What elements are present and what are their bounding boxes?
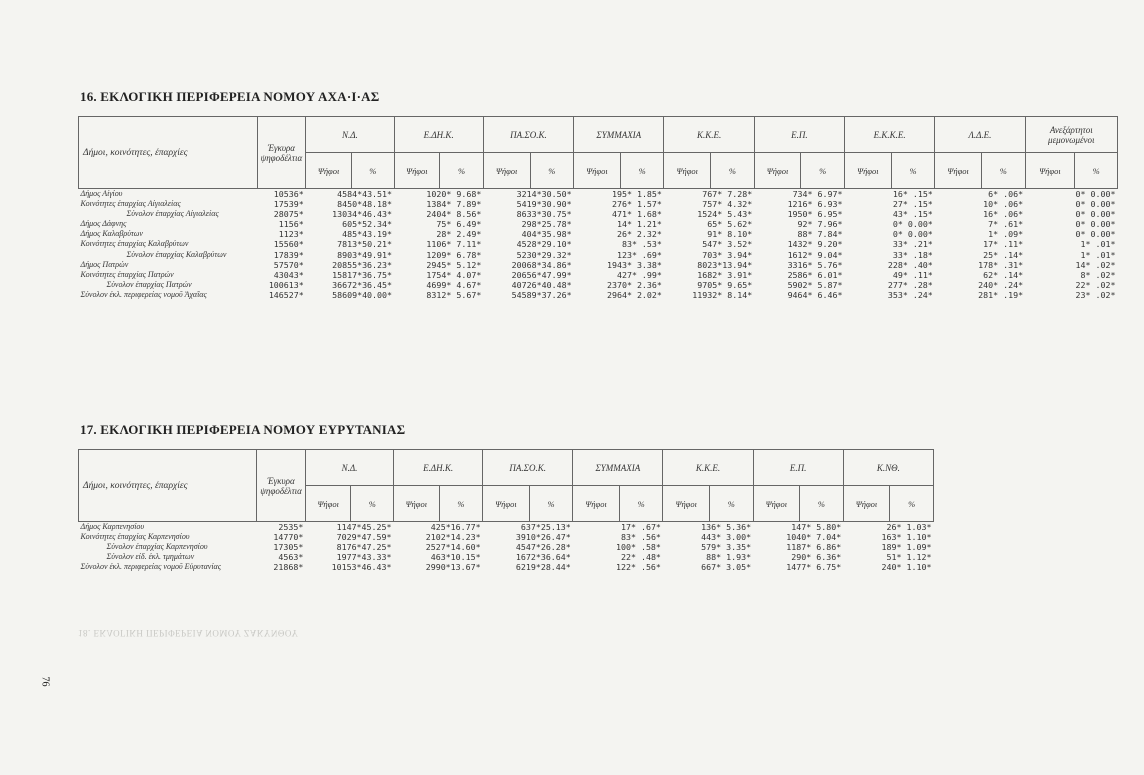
valid-ballots-cell: 28075* bbox=[273, 209, 304, 220]
votes-subheader: Ψήφοι bbox=[483, 153, 530, 189]
party-result-cell: 1672*36.64* bbox=[515, 552, 571, 563]
party-result-cell: 51* 1.12* bbox=[886, 552, 932, 563]
party-result-cell: 1754* 4.07* bbox=[426, 269, 482, 280]
table-row bbox=[79, 219, 1118, 229]
party-result-cell: 1384* 7.89* bbox=[426, 199, 482, 210]
row-label: Δήμος Πατρών bbox=[80, 259, 129, 269]
party-result-cell: 6* .06* bbox=[988, 189, 1024, 199]
party-result-cell: 4528*29.10* bbox=[516, 239, 572, 250]
party-result-cell: 579* 3.35* bbox=[701, 542, 752, 553]
party-result-cell: 26* 2.32* bbox=[616, 229, 662, 240]
party-result-cell: 5419*30.90* bbox=[516, 199, 572, 210]
table-row bbox=[79, 209, 1118, 219]
row-label: Κοινότητες έπαρχίας Πατρών bbox=[80, 269, 174, 279]
party-header: Ε.Κ.Κ.Ε. bbox=[845, 117, 935, 153]
valid-ballots-cell: 17839* bbox=[273, 249, 304, 260]
party-result-cell: 0* 0.00* bbox=[1075, 189, 1116, 199]
party-result-cell: 298*25.78* bbox=[521, 219, 572, 230]
party-result-cell: 136* 5.36* bbox=[701, 522, 752, 532]
party-result-cell: 7813*50.21* bbox=[337, 239, 393, 250]
row-label: Σύνολον έκλ. περιφερείας νομοῦ Ἀχαΐας bbox=[80, 289, 207, 299]
row-label: Σύνολον έπαρχίας Καρπενησίου bbox=[106, 542, 208, 552]
party-result-cell: 425*16.77* bbox=[430, 522, 481, 532]
party-result-cell: 9464* 6.46* bbox=[787, 289, 843, 300]
valid-ballots-cell: 2535* bbox=[278, 522, 304, 532]
table-row bbox=[79, 250, 1118, 260]
table-row bbox=[79, 270, 1118, 280]
valid-ballots-cell: 100613* bbox=[268, 279, 304, 290]
party-result-cell: 13034*46.43* bbox=[332, 209, 393, 220]
party-result-cell: 40726*40.48* bbox=[511, 279, 572, 290]
party-result-cell: 277* .28* bbox=[887, 279, 933, 290]
party-result-cell: 1040* 7.04* bbox=[786, 532, 842, 543]
valid-ballots-cell: 1123* bbox=[278, 229, 304, 240]
party-result-cell: 8450*48.18* bbox=[337, 199, 393, 210]
party-result-cell: 178* .31* bbox=[978, 259, 1024, 270]
percent-subheader: % bbox=[530, 153, 574, 189]
party-result-cell: 20656*47.99* bbox=[511, 269, 572, 280]
party-result-cell: 5230*29.32* bbox=[516, 249, 572, 260]
party-result-cell: 2586* 6.01* bbox=[787, 269, 843, 280]
party-result-cell: 427* .99* bbox=[616, 269, 662, 280]
party-result-cell: 4584*43.51* bbox=[337, 189, 393, 199]
party-header: ΠΑ.ΣΟ.Κ. bbox=[483, 450, 573, 486]
party-result-cell: 62* .14* bbox=[983, 269, 1024, 280]
party-result-cell: 22* .02* bbox=[1075, 279, 1116, 290]
party-result-cell: 15817*36.75* bbox=[332, 269, 393, 280]
party-result-cell: 2404* 8.56* bbox=[426, 209, 482, 220]
percent-subheader: % bbox=[800, 486, 844, 522]
party-result-cell: 1682* 3.91* bbox=[697, 269, 753, 280]
party-result-cell: 10* .06* bbox=[983, 199, 1024, 210]
party-result-cell: 2370* 2.36* bbox=[606, 279, 662, 290]
party-result-cell: 1943* 3.38* bbox=[606, 259, 662, 270]
party-result-cell: 28* 2.49* bbox=[436, 229, 482, 240]
table-row bbox=[79, 552, 934, 562]
party-result-cell: 36672*36.45* bbox=[332, 279, 393, 290]
party-header: Λ.Δ.Ε. bbox=[935, 117, 1025, 153]
party-result-cell: 83* .56* bbox=[620, 532, 661, 543]
votes-subheader: Ψήφοι bbox=[483, 486, 530, 522]
row-label: Κοινότητες έπαρχίας Καλαβρύτων bbox=[80, 239, 189, 249]
party-result-cell: 83* .53* bbox=[621, 239, 662, 250]
party-result-cell: 1187* 6.86* bbox=[786, 542, 842, 553]
party-result-cell: 228* .40* bbox=[887, 259, 933, 270]
bleed-through-text: 18. ΕΚΛΟΓΙΚΗ ΠΕΡΙΦΕΡΕΙΑ ΝΟΜΟΥ ΖΑΚΥΝΘΟΥ bbox=[78, 628, 299, 638]
percent-subheader: % bbox=[351, 153, 394, 189]
header-valid-ballots: Έγκυρα ψηφοδέλτια bbox=[257, 117, 306, 189]
party-result-cell: 471* 1.68* bbox=[611, 209, 662, 220]
party-result-cell: 100* .58* bbox=[615, 542, 661, 553]
party-result-cell: 2964* 2.02* bbox=[606, 289, 662, 300]
party-result-cell: 26* 1.03* bbox=[886, 522, 932, 532]
row-label: Σύνολον έπαρχίας Καλαβρύτων bbox=[126, 249, 227, 259]
party-header: ΣΥΜΜΑΧΙΑ bbox=[574, 117, 664, 153]
party-result-cell: 1977*43.33* bbox=[336, 552, 392, 563]
party-result-cell: 605*52.34* bbox=[342, 219, 393, 230]
table-row bbox=[79, 229, 1118, 239]
votes-subheader: Ψήφοι bbox=[305, 486, 351, 522]
table-row bbox=[79, 522, 934, 533]
votes-subheader: Ψήφοι bbox=[754, 153, 801, 189]
party-result-cell: 4699* 4.67* bbox=[426, 279, 482, 290]
party-result-cell: 281* .19* bbox=[978, 289, 1024, 300]
valid-ballots-cell: 15560* bbox=[273, 239, 304, 250]
table-row bbox=[79, 260, 1118, 270]
party-result-cell: 1106* 7.11* bbox=[426, 239, 482, 250]
party-header: Ν.Δ. bbox=[305, 450, 393, 486]
party-result-cell: 92* 7.96* bbox=[797, 219, 843, 230]
party-result-cell: 17* .67* bbox=[620, 522, 661, 532]
party-result-cell: 23* .02* bbox=[1075, 289, 1116, 300]
party-header: Κ.Κ.Ε. bbox=[663, 450, 753, 486]
votes-subheader: Ψήφοι bbox=[845, 153, 892, 189]
party-result-cell: 33* .18* bbox=[892, 249, 933, 260]
votes-subheader: Ψήφοι bbox=[935, 153, 982, 189]
party-result-cell: 7* .61* bbox=[988, 219, 1024, 230]
party-result-cell: 16* .06* bbox=[983, 209, 1024, 220]
party-result-cell: 1477* 6.75* bbox=[786, 562, 842, 573]
percent-subheader: % bbox=[891, 153, 935, 189]
party-result-cell: 1* .01* bbox=[1080, 239, 1116, 250]
section16-title: 16. ΕΚΛΟΓΙΚΗ ΠΕΡΙΦΕΡΕΙΑ ΝΟΜΟΥ ΑΧΑ·Ι·ΑΣ bbox=[80, 89, 380, 104]
party-result-cell: 147* 5.80* bbox=[791, 522, 842, 532]
percent-subheader: % bbox=[440, 153, 484, 189]
table-row bbox=[79, 189, 1118, 200]
party-result-cell: 767* 7.28* bbox=[702, 189, 753, 199]
party-result-cell: 8023*13.94* bbox=[697, 259, 753, 270]
party-result-cell: 0* 0.00* bbox=[1075, 209, 1116, 220]
table-row bbox=[79, 239, 1118, 249]
party-result-cell: 0* 0.00* bbox=[1075, 219, 1116, 230]
party-result-cell: 75* 6.49* bbox=[436, 219, 482, 230]
party-result-cell: 3910*26.47* bbox=[515, 532, 571, 543]
party-result-cell: 8* .02* bbox=[1080, 269, 1116, 280]
section17-table bbox=[78, 449, 934, 572]
page-number: 76 bbox=[39, 676, 51, 687]
votes-subheader: Ψήφοι bbox=[394, 153, 440, 189]
party-result-cell: 1147*45.25* bbox=[336, 522, 392, 532]
party-result-cell: 6219*28.44* bbox=[515, 562, 571, 573]
party-result-cell: 58609*40.00* bbox=[332, 289, 393, 300]
party-result-cell: 2945* 5.12* bbox=[426, 259, 482, 270]
party-result-cell: 20068*34.86* bbox=[511, 259, 572, 270]
votes-subheader: Ψήφοι bbox=[664, 153, 711, 189]
party-result-cell: 1* .01* bbox=[1080, 249, 1116, 260]
party-header: ΣΥΜΜΑΧΙΑ bbox=[573, 450, 663, 486]
votes-subheader: Ψήφοι bbox=[573, 486, 620, 522]
table-row bbox=[79, 562, 934, 572]
party-result-cell: 189* 1.09* bbox=[881, 542, 932, 553]
party-result-cell: 276* 1.57* bbox=[611, 199, 662, 210]
party-result-cell: 0* 0.00* bbox=[1075, 229, 1116, 240]
party-result-cell: 22* .48* bbox=[620, 552, 661, 563]
votes-subheader: Ψήφοι bbox=[574, 153, 621, 189]
row-label: Σύνολον έπαρχίας Πατρών bbox=[106, 279, 192, 289]
percent-subheader: % bbox=[981, 153, 1025, 189]
valid-ballots-cell: 17539* bbox=[273, 199, 304, 210]
party-result-cell: 637*25.13* bbox=[520, 522, 571, 532]
party-result-cell: 3316* 5.76* bbox=[787, 259, 843, 270]
votes-subheader: Ψήφοι bbox=[753, 486, 800, 522]
party-result-cell: 88* 7.84* bbox=[797, 229, 843, 240]
party-result-cell: 547* 3.52* bbox=[702, 239, 753, 250]
party-result-cell: 10153*46.43* bbox=[331, 562, 392, 573]
party-result-cell: 443* 3.00* bbox=[701, 532, 752, 543]
row-label: Δήμος Καλαβρύτων bbox=[80, 229, 143, 239]
row-label: Δήμος Δάφνης bbox=[80, 219, 127, 229]
percent-subheader: % bbox=[620, 153, 664, 189]
party-header: ΠΑ.ΣΟ.Κ. bbox=[483, 117, 573, 153]
valid-ballots-cell: 17305* bbox=[273, 542, 304, 553]
row-label: Κοινότητες έπαρχίας Καρπενησίου bbox=[80, 532, 190, 542]
row-label: Δήμος Αίγίου bbox=[80, 189, 123, 198]
party-result-cell: 123* .69* bbox=[616, 249, 662, 260]
party-result-cell: 0* 0.00* bbox=[892, 229, 933, 240]
percent-subheader: % bbox=[529, 486, 573, 522]
party-result-cell: 2527*14.60* bbox=[425, 542, 481, 553]
header-municipalities: Δήμοι, κοινότητες, έπαρχίες bbox=[79, 117, 258, 189]
valid-ballots-cell: 57570* bbox=[273, 259, 304, 270]
party-result-cell: 1020* 9.68* bbox=[426, 189, 482, 199]
party-result-cell: 1950* 6.95* bbox=[787, 209, 843, 220]
party-result-cell: 14* 1.21* bbox=[616, 219, 662, 230]
party-result-cell: 33* .21* bbox=[892, 239, 933, 250]
percent-subheader: % bbox=[710, 486, 754, 522]
party-header: Ε.Π. bbox=[753, 450, 843, 486]
row-label: Σύνολον είδ. έκλ. τμημάτων bbox=[106, 552, 195, 562]
party-result-cell: 16* .15* bbox=[892, 189, 933, 199]
party-header: Ν.Δ. bbox=[306, 117, 394, 153]
votes-subheader: Ψήφοι bbox=[1025, 153, 1075, 189]
table-row bbox=[79, 542, 934, 552]
party-result-cell: 8312* 5.67* bbox=[426, 289, 482, 300]
valid-ballots-cell: 1156* bbox=[278, 219, 304, 230]
party-result-cell: 404*35.98* bbox=[521, 229, 572, 240]
header-municipalities: Δήμοι, κοινότητες, έπαρχίες bbox=[79, 450, 257, 522]
party-result-cell: 8903*49.91* bbox=[337, 249, 393, 260]
percent-subheader: % bbox=[890, 486, 934, 522]
party-result-cell: 0* 0.00* bbox=[892, 219, 933, 230]
row-label: Σύνολον έκλ. περιφερείας νομοῦ Εὐρυτανίας bbox=[80, 562, 221, 572]
party-result-cell: 240* 1.10* bbox=[881, 562, 932, 573]
votes-subheader: Ψήφοι bbox=[394, 486, 440, 522]
valid-ballots-cell: 43043* bbox=[273, 269, 304, 280]
party-result-cell: 2990*13.67* bbox=[425, 562, 481, 573]
party-result-cell: 122* .56* bbox=[615, 562, 661, 573]
party-result-cell: 49* .11* bbox=[892, 269, 933, 280]
votes-subheader: Ψήφοι bbox=[663, 486, 710, 522]
party-result-cell: 54589*37.26* bbox=[511, 289, 572, 300]
party-result-cell: 290* 6.36* bbox=[791, 552, 842, 563]
party-result-cell: 17* .11* bbox=[983, 239, 1024, 250]
party-result-cell: 463*10.15* bbox=[430, 552, 481, 563]
party-result-cell: 1216* 6.93* bbox=[787, 199, 843, 210]
party-result-cell: 43* .15* bbox=[892, 209, 933, 220]
party-result-cell: 27* .15* bbox=[892, 199, 933, 210]
party-result-cell: 1524* 5.43* bbox=[697, 209, 753, 220]
party-result-cell: 485*43.19* bbox=[342, 229, 393, 240]
party-result-cell: 703* 3.94* bbox=[702, 249, 753, 260]
party-result-cell: 5902* 5.87* bbox=[787, 279, 843, 290]
party-result-cell: 2102*14.23* bbox=[425, 532, 481, 543]
party-result-cell: 1* .09* bbox=[988, 229, 1024, 240]
party-result-cell: 9705* 9.65* bbox=[697, 279, 753, 290]
party-header: Κ.Κ.Ε. bbox=[664, 117, 754, 153]
party-result-cell: 25* .14* bbox=[983, 249, 1024, 260]
party-result-cell: 8633*30.75* bbox=[516, 209, 572, 220]
party-result-cell: 353* .24* bbox=[887, 289, 933, 300]
valid-ballots-cell: 14770* bbox=[273, 532, 304, 543]
party-header: Ε.Π. bbox=[754, 117, 844, 153]
table-row bbox=[79, 199, 1118, 209]
party-result-cell: 11932* 8.14* bbox=[692, 289, 753, 300]
percent-subheader: % bbox=[619, 486, 663, 522]
party-result-cell: 1432* 9.20* bbox=[787, 239, 843, 250]
valid-ballots-cell: 146527* bbox=[268, 289, 304, 300]
party-header: Κ.ΝΘ. bbox=[843, 450, 933, 486]
percent-subheader: % bbox=[711, 153, 755, 189]
party-result-cell: 1209* 6.78* bbox=[426, 249, 482, 260]
party-result-cell: 4547*26.28* bbox=[515, 542, 571, 553]
row-label: Σύνολον έπαρχίας Αίγιαλείας bbox=[126, 209, 219, 219]
party-result-cell: 8176*47.25* bbox=[336, 542, 392, 553]
percent-subheader: % bbox=[801, 153, 845, 189]
header-valid-ballots: Έγκυρα ψηφοδέλτια bbox=[257, 450, 306, 522]
party-result-cell: 91* 8.10* bbox=[707, 229, 753, 240]
table-row bbox=[79, 532, 934, 542]
party-result-cell: 195* 1.85* bbox=[611, 189, 662, 199]
valid-ballots-cell: 4563* bbox=[278, 552, 304, 563]
party-result-cell: 20855*36.23* bbox=[332, 259, 393, 270]
party-result-cell: 65* 5.62* bbox=[707, 219, 753, 230]
valid-ballots-cell: 21868* bbox=[273, 562, 304, 573]
party-header: Ε.ΔΗ.Κ. bbox=[394, 117, 483, 153]
party-result-cell: 1612* 9.04* bbox=[787, 249, 843, 260]
section17-title: 17. ΕΚΛΟΓΙΚΗ ΠΕΡΙΦΕΡΕΙΑ ΝΟΜΟΥ ΕΥΡΥΤΑΝΙΑΣ bbox=[80, 422, 406, 437]
table-row bbox=[79, 280, 1118, 290]
party-result-cell: 14* .02* bbox=[1075, 259, 1116, 270]
party-header: Ανεξάρτητοι μεμονωμένοι bbox=[1025, 117, 1117, 153]
table-row bbox=[79, 290, 1118, 300]
valid-ballots-cell: 10536* bbox=[273, 189, 304, 199]
party-result-cell: 88* 1.93* bbox=[706, 552, 752, 563]
party-result-cell: 734* 6.97* bbox=[792, 189, 843, 199]
party-result-cell: 0* 0.00* bbox=[1075, 199, 1116, 210]
party-result-cell: 3214*30.50* bbox=[516, 189, 572, 199]
percent-subheader: % bbox=[439, 486, 483, 522]
section16-table bbox=[78, 116, 1118, 300]
party-header: Ε.ΔΗ.Κ. bbox=[394, 450, 483, 486]
party-result-cell: 240* .24* bbox=[978, 279, 1024, 290]
party-result-cell: 667* 3.05* bbox=[701, 562, 752, 573]
row-label: Δήμος Καρπενησίου bbox=[80, 522, 145, 531]
percent-subheader: % bbox=[1075, 153, 1118, 189]
votes-subheader: Ψήφοι bbox=[843, 486, 890, 522]
percent-subheader: % bbox=[351, 486, 394, 522]
party-result-cell: 7029*47.59* bbox=[336, 532, 392, 543]
party-result-cell: 163* 1.10* bbox=[881, 532, 932, 543]
row-label: Κοινότητες έπαρχίας Αίγιαλείας bbox=[80, 199, 181, 209]
party-result-cell: 757* 4.32* bbox=[702, 199, 753, 210]
votes-subheader: Ψήφοι bbox=[306, 153, 352, 189]
